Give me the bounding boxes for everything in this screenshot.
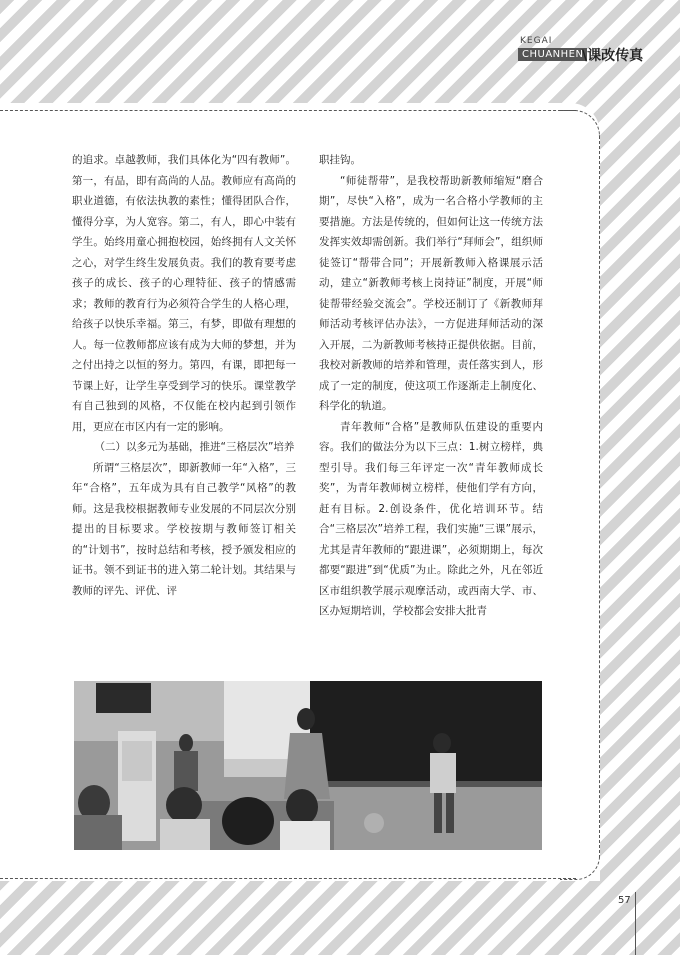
classroom-photo <box>74 681 542 850</box>
dashed-border-top <box>0 110 576 111</box>
text-column-right <box>319 150 543 622</box>
dashed-border-right <box>599 136 600 858</box>
header-label-top: KEGAI <box>520 36 553 46</box>
paragraph: 青年教师“合格”是教师队伍建设的重要内容。我们的做法分为以下三点：1.树立榜样，典型引导。我们每三年评定一次“青年教师成长奖”，为青年教师树立榜样，使他们学有方向，赶有目标。2.创设条件，优化培训环节。结合“三格层次”培养工程，我们实施“三课”展示，尤其是青年教师的“跟进课”，必须期期上，每次都要“跟进”到“优质”为止。除此之外，凡在邻近区市组织教学展示观摩活动，或西南大学、市、区办短期培训，学校都会安排大批青 <box>319 420 543 617</box>
paragraph: 职挂钩。 <box>319 154 361 166</box>
page-number-rule <box>635 892 636 955</box>
dashed-border-bottom <box>0 878 576 879</box>
text-column-left <box>72 150 296 601</box>
paragraph: “师徒帮带”，是我校帮助新教师缩短“磨合期”，尽快“入格”，成为一名合格小学教师的主要措施。方法是传统的，但如何让这一传统方法发挥实效却需创新。我们举行“拜师会”，组织师徒签订“帮带合同”；开展新教师入格课展示活动，建立“新教师考核上岗持证”制度，开展“师徒帮带经验交流会”。学校还制订了《新教师拜师活动考核评估办法》，一方促进拜师活动的深入开展，二为新教师考核持正提供依据。目前，我校对新教师的培养和管理，责任落实到人，形成了一定的制度，使这项工作逐渐走上制度化、科学化的轨道。 <box>319 174 543 412</box>
paragraph: 的追求。卓越教师，我们具体化为“四有教师”。第一，有品，即有高尚的人品。教师应有高尚的职业道德，有依法执教的素性；懂得团队合作，懂得分享，为人宽容。第二，有人，即心中装有学生。始终用童心拥抱校园，始终拥有人文关怀之心，对学生终生发展负责。我们的教育要考虑孩子的成长、孩子的心理特征、孩子的情感需求；教师的教育行为必须符合学生的人格心理，给孩子以快乐幸福。第三，有梦，即做有理想的人。每一位教师都应该有成为大师的梦想，并为之付出持之以恒的努力。第四，有课，即把每一节课上好，让学生享受到学习的快乐。课堂教学有自己独到的风格，不仅能在校内起到引领作用，更应在市区内有一定的影响。 <box>72 154 296 433</box>
classroom-photo-image <box>74 681 542 850</box>
header-label-bottom: CHUANHEN <box>518 48 587 61</box>
paragraph: 所谓“三格层次”，即新教师一年“入格”，三年“合格”，五年成为具有自己教学“风格”的教师。这是我校根据教师专业发展的不同层次分别提出的目标要求。学校按期与教师签订相关的“计划书”，按时总结和考核，授予颁发相应的证书。领不到证书的进入第二轮计划。其结果与教师的评先、评优、评 <box>72 461 296 597</box>
page-number: 57 <box>618 895 631 906</box>
section-title: \课改传真 <box>582 48 644 64</box>
subheading: （二）以多元为基础，推进“三格层次”培养 <box>94 441 295 453</box>
